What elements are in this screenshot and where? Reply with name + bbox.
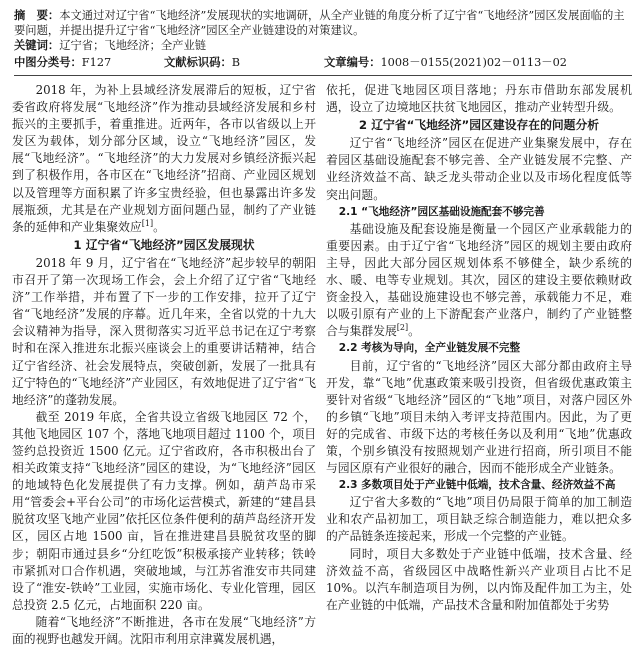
classification-number: 中图分类号：F127 — [14, 56, 112, 69]
paragraph: 基础设施及配套设施是衡量一个园区产业承载能力的重要因素。由于辽宁省“飞地经济”园区的规划主要由政府主导，因此大部分园区规划体系不够健全，缺少系统的水、暖、电等专业规划。其次，园区的建设主要依赖财政资金投入，基础设施建设也不够完善，承载能力不足，难以吸引原有产业的上下游配套产业落户，制约了产业链整合与集群发展[2]。 — [326, 221, 632, 339]
section-heading-2: 2 辽宁省“飞地经济”园区建设存在的问题分析 — [358, 118, 600, 133]
paragraph: 2018 年，为补上县域经济发展滞后的短板，辽宁省委省政府将发展“飞地经济”作为推动县域经济发展和乡村振兴的主要抓手，着重推进。近两年，各市以省级以上开发区为载体，划分部分区域，设立“飞地经济”园区，发展“飞地经济”。“飞地经济”的大力发展对乡镇经济振兴起到了积极作用，各市区在“飞地经济”招商、产业园区规划以及管理等方面积累了许多宝贵经验，但也暴露出许多发展瓶颈，尤其是在产业规划方面问题凸显，制约了产业链条的延伸和产业集聚效应[1]。 — [12, 83, 316, 234]
abstract-label: 摘 要： — [14, 9, 60, 22]
paragraph: 依托，促进飞地园区项目落地；丹东市借助东部发展机遇，设立了边境地区扶贫飞地园区，推动产业转型升级。 — [326, 83, 632, 115]
left-column — [12, 82, 316, 648]
keywords-label: 关键词： — [14, 39, 60, 52]
document-code: 文献标识码：B — [164, 56, 241, 69]
paragraph: 截至 2019 年底，全省共设立省级飞地园区 72 个，其他飞地园区 107 个，落地飞地项目超过 1100 个，项目签约总投资近 1500 亿元。辽宁省政府，各市积极出台了相关政策支持“飞地经济”园区的建设，为“飞地经济”园区的地域特色化发展提供了有力支撑。例如，葫芦岛市采用“管委会+平台公司”的市场化运营模式，新建的“建昌县脱贫攻坚飞地产业园”依托区位条件便利的葫芦岛经济开发区，园区占地 1500 亩，旨在推进建昌县脱贫攻坚的脚步；朝阳市通过县乡“分红吃饭”积极承接产业转移；铁岭市紧抓对口合作机遇，突破地域，与江苏省淮安市共同建设了“淮安-铁岭”工业园，实施市场化、专业化管理，园区总投资 2.5 亿元，占地面积 220 亩。 — [12, 409, 316, 612]
paragraph: 辽宁省大多数的“飞地”项目仍局限于简单的加工制造业和农产品初加工，项目缺乏综合制造能力，难以把众多的产品链条连接起来，形成一个完整的产业链。 — [326, 495, 632, 544]
paragraph: 2018 年 9 月，辽宁省在“飞地经济”起步较早的朝阳市召开了第一次现场工作会，会上介绍了辽宁省“飞地经济”工作举措，并布置了下一步的工作安排，拉开了辽宁省“飞地经济”发展的序幕。近几年来，全省以党的十九大会议精神为指导，深入贯彻落实习近平总书记在辽宁考察时和在深入推进东北振兴座谈会上的重要讲话精神，结合辽宁省经济、社会发展特点，突破创新，发展了一批具有辽宁特色的“飞地经济”产业园区，有效地促进了辽宁省“飞地经济”的蓬勃发展。 — [12, 255, 316, 407]
subsection-heading-2-2: 2.2 考核为导向，全产业链发展不完整 — [338, 342, 521, 355]
abstract-text: 本文通过对辽宁省“飞地经济”发展现状的实地调研，从全产业链的角度分析了辽宁省“飞地经济”园区发展面临的主要问题，并提出提升辽宁省“飞地经济”园区全产业链建设的对策建议。 — [14, 9, 625, 37]
right-column — [326, 82, 632, 614]
paragraph: 目前，辽宁省的“飞地经济”园区大部分都由政府主导开发，靠“飞地”优惠政策来吸引投资，但省级优惠政策主要针对省级“飞地经济”园区的“飞地”项目，对落户园区外的乡镇“飞地”项目未纳入考评支持范围内。因此，为了更好的完成省、市级下达的考核任务以及利用“飞地”优惠政策，个别乡镇没有按照规划产业进行招商，所引项目不能与园区原有产业很好的融合，因而不能形成全产业链条。 — [326, 358, 632, 476]
citation: [2] — [396, 323, 409, 333]
article-number: 文章编号：1008－0155(2021)02－0113－02 — [324, 56, 567, 69]
subsection-heading-2-1: 2.1 “飞地经济”园区基础设施配套不够完善 — [338, 205, 545, 218]
paragraph: 同时，项目大多数处于产业链中低端，技术含量、经济效益不高，省级园区中战略性新兴产业项目占比不足 10%。以汽车制造项目为例，以内饰及配件加工为主，处在产业链的中低端，产品技术含量和附加值都处于劣势 — [326, 546, 632, 612]
citation: [1] — [141, 218, 154, 228]
subsection-heading-2-3: 2.3 多数项目处于产业链中低端，技术含量、经济效益不高 — [338, 479, 616, 492]
abstract — [14, 8, 632, 53]
paragraph: 随着“飞地经济”不断推进，各市在发展“飞地经济”方面的视野也越发开阔。沈阳市利用京津冀发展机遇， — [12, 614, 316, 646]
section-heading-1: 1 辽宁省“飞地经济”园区发展现状 — [73, 237, 255, 252]
header-divider — [14, 75, 632, 76]
keywords-text: 辽宁省；飞地经济；全产业链 — [59, 39, 207, 52]
paragraph: 辽宁省“飞地经济”园区在促进产业集聚发展中，存在着园区基础设施配套不够完善、全产业链发展不完整、产业经济效益不高、缺乏龙头带动企业以及市场化程度低等突出问题。 — [326, 136, 632, 202]
